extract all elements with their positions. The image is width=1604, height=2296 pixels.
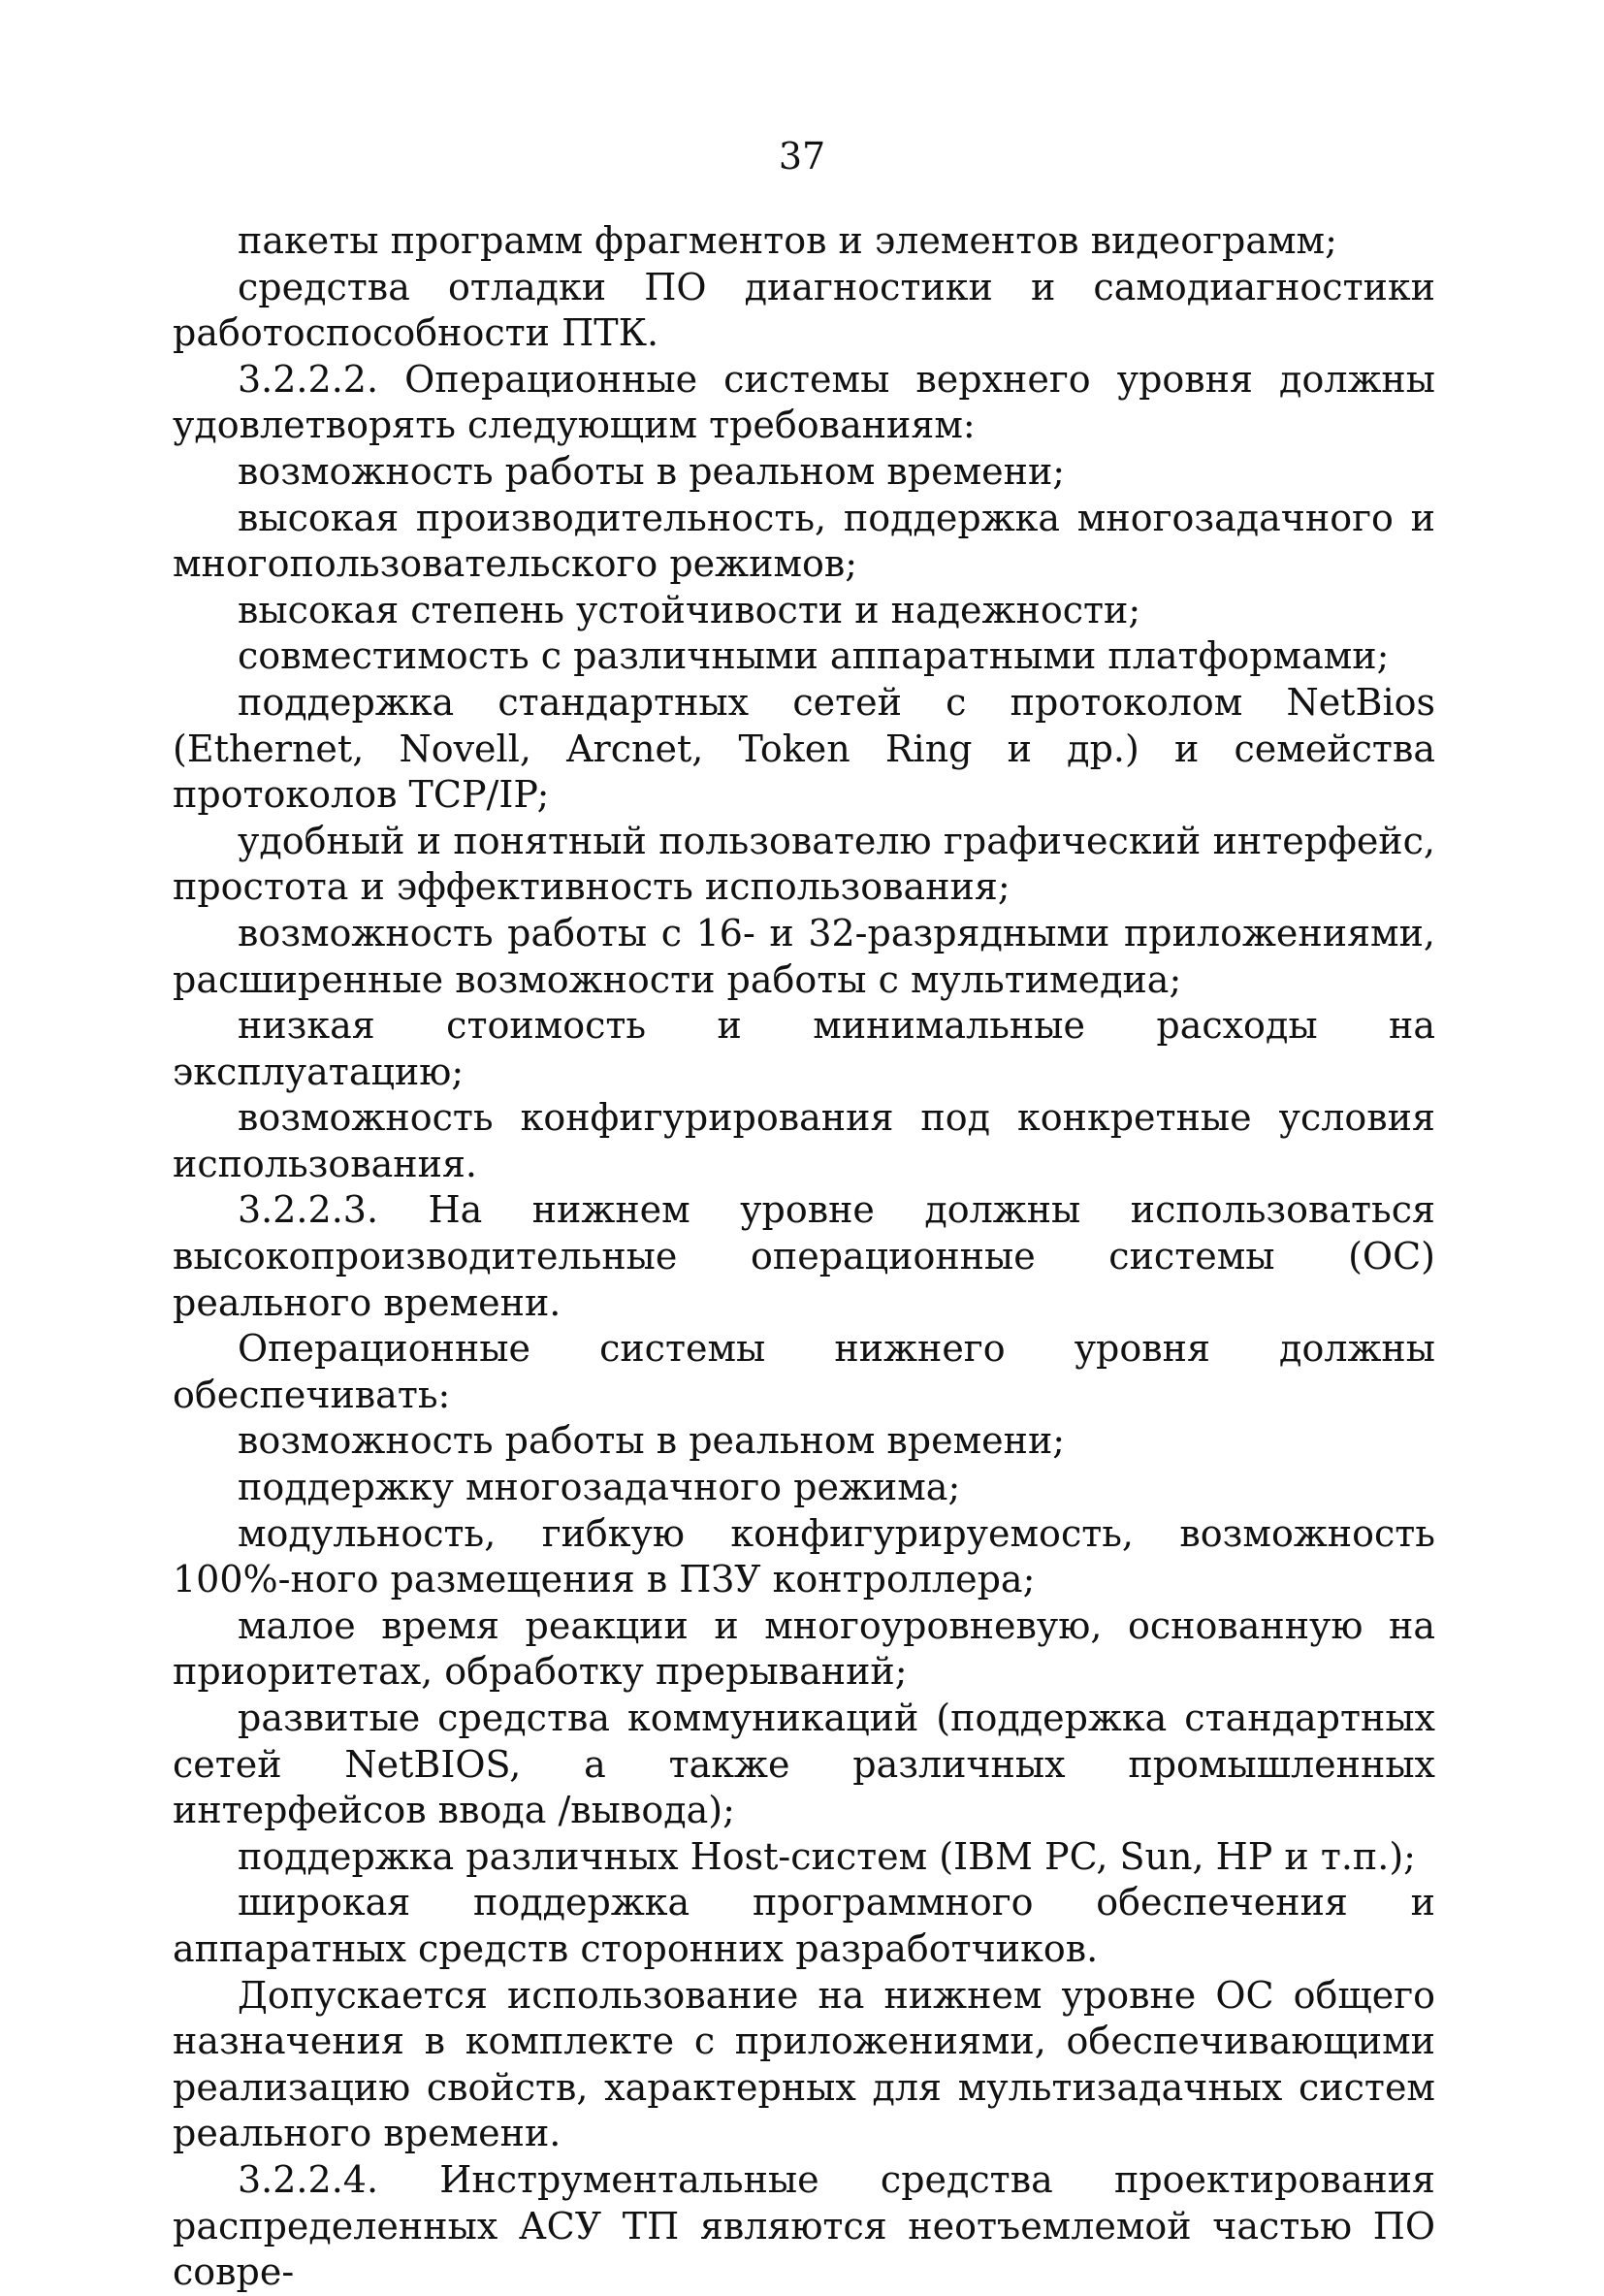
paragraph: модульность, гибкую конфигурируемость, возможность 100%-ного размещения в ПЗУ контроллера; — [173, 1511, 1435, 1601]
paragraph: широкая поддержка программного обеспечения и аппаратных средств сторонних разработчиков. — [173, 1881, 1435, 1970]
paragraph: совместимость с различными аппаратными платформами; — [238, 634, 1390, 678]
paragraph: Допускается использование на нижнем уровне ОС общего назначения в комплекте с приложениями, обеспечивающими реализацию свойств, характерных для мультизадачных систем реального времени. — [173, 1973, 1435, 2155]
paragraph: развитые средства коммуникаций (поддержка стандартных сетей NetBIOS, а также различных промышленных интерфейсов ввода /вывода); — [173, 1697, 1435, 1832]
page-body — [173, 218, 1435, 2296]
paragraph: возможность работы с 16- и 32-разрядными приложениями, расширенные возможности работы с мультимедиа; — [173, 911, 1435, 1001]
paragraph: 3.2.2.4. Инструментальные средства проектирования распределенных АСУ ТП являются неотъемлемой частью ПО совре- — [173, 2157, 1435, 2294]
paragraph: 3.2.2.2. Операционные системы верхнего уровня должны удовлетворять следующим требованиям: — [173, 357, 1435, 447]
paragraph: высокая производительность, поддержка многозадачного и многопользовательского режимов; — [173, 496, 1435, 586]
paragraph: пакеты программ фрагментов и элементов видеограмм; — [238, 219, 1337, 262]
paragraph: удобный и понятный пользователю графический интерфейс, простота и эффективность использования; — [173, 819, 1435, 909]
paragraph: средства отладки ПО диагностики и самодиагностики работоспособности ПТК. — [173, 265, 1435, 355]
page-number: 37 — [778, 135, 826, 178]
paragraph: поддержку многозадачного режима; — [238, 1466, 961, 1509]
paragraph: высокая степень устойчивости и надежности; — [238, 588, 1141, 631]
paragraph: низкая стоимость и минимальные расходы на эксплуатацию; — [173, 1004, 1435, 1093]
paragraph: возможность конфигурирования под конкретные условия использования. — [173, 1096, 1435, 1185]
paragraph: 3.2.2.3. На нижнем уровне должны использоваться высокопроизводительные операционные системы (ОС) реального времени. — [173, 1188, 1435, 1324]
paragraph: возможность работы в реальном времени; — [238, 449, 1066, 493]
paragraph: Операционные системы нижнего уровня должны обеспечивать: — [173, 1327, 1435, 1416]
paragraph: малое время реакции и многоуровневую, основанную на приоритетах, обработку прерываний; — [173, 1603, 1435, 1694]
paragraph: возможность работы в реальном времени; — [238, 1419, 1066, 1463]
paragraph: поддержка различных Host-систем (IBM PC, Sun, HP и т.п.); — [238, 1834, 1416, 1878]
paragraph: поддержка стандартных сетей с протоколом NetBios (Ethernet, Novell, Arcnet, Token Ring и др.) и семейства протоколов TCP/IP; — [173, 680, 1435, 817]
